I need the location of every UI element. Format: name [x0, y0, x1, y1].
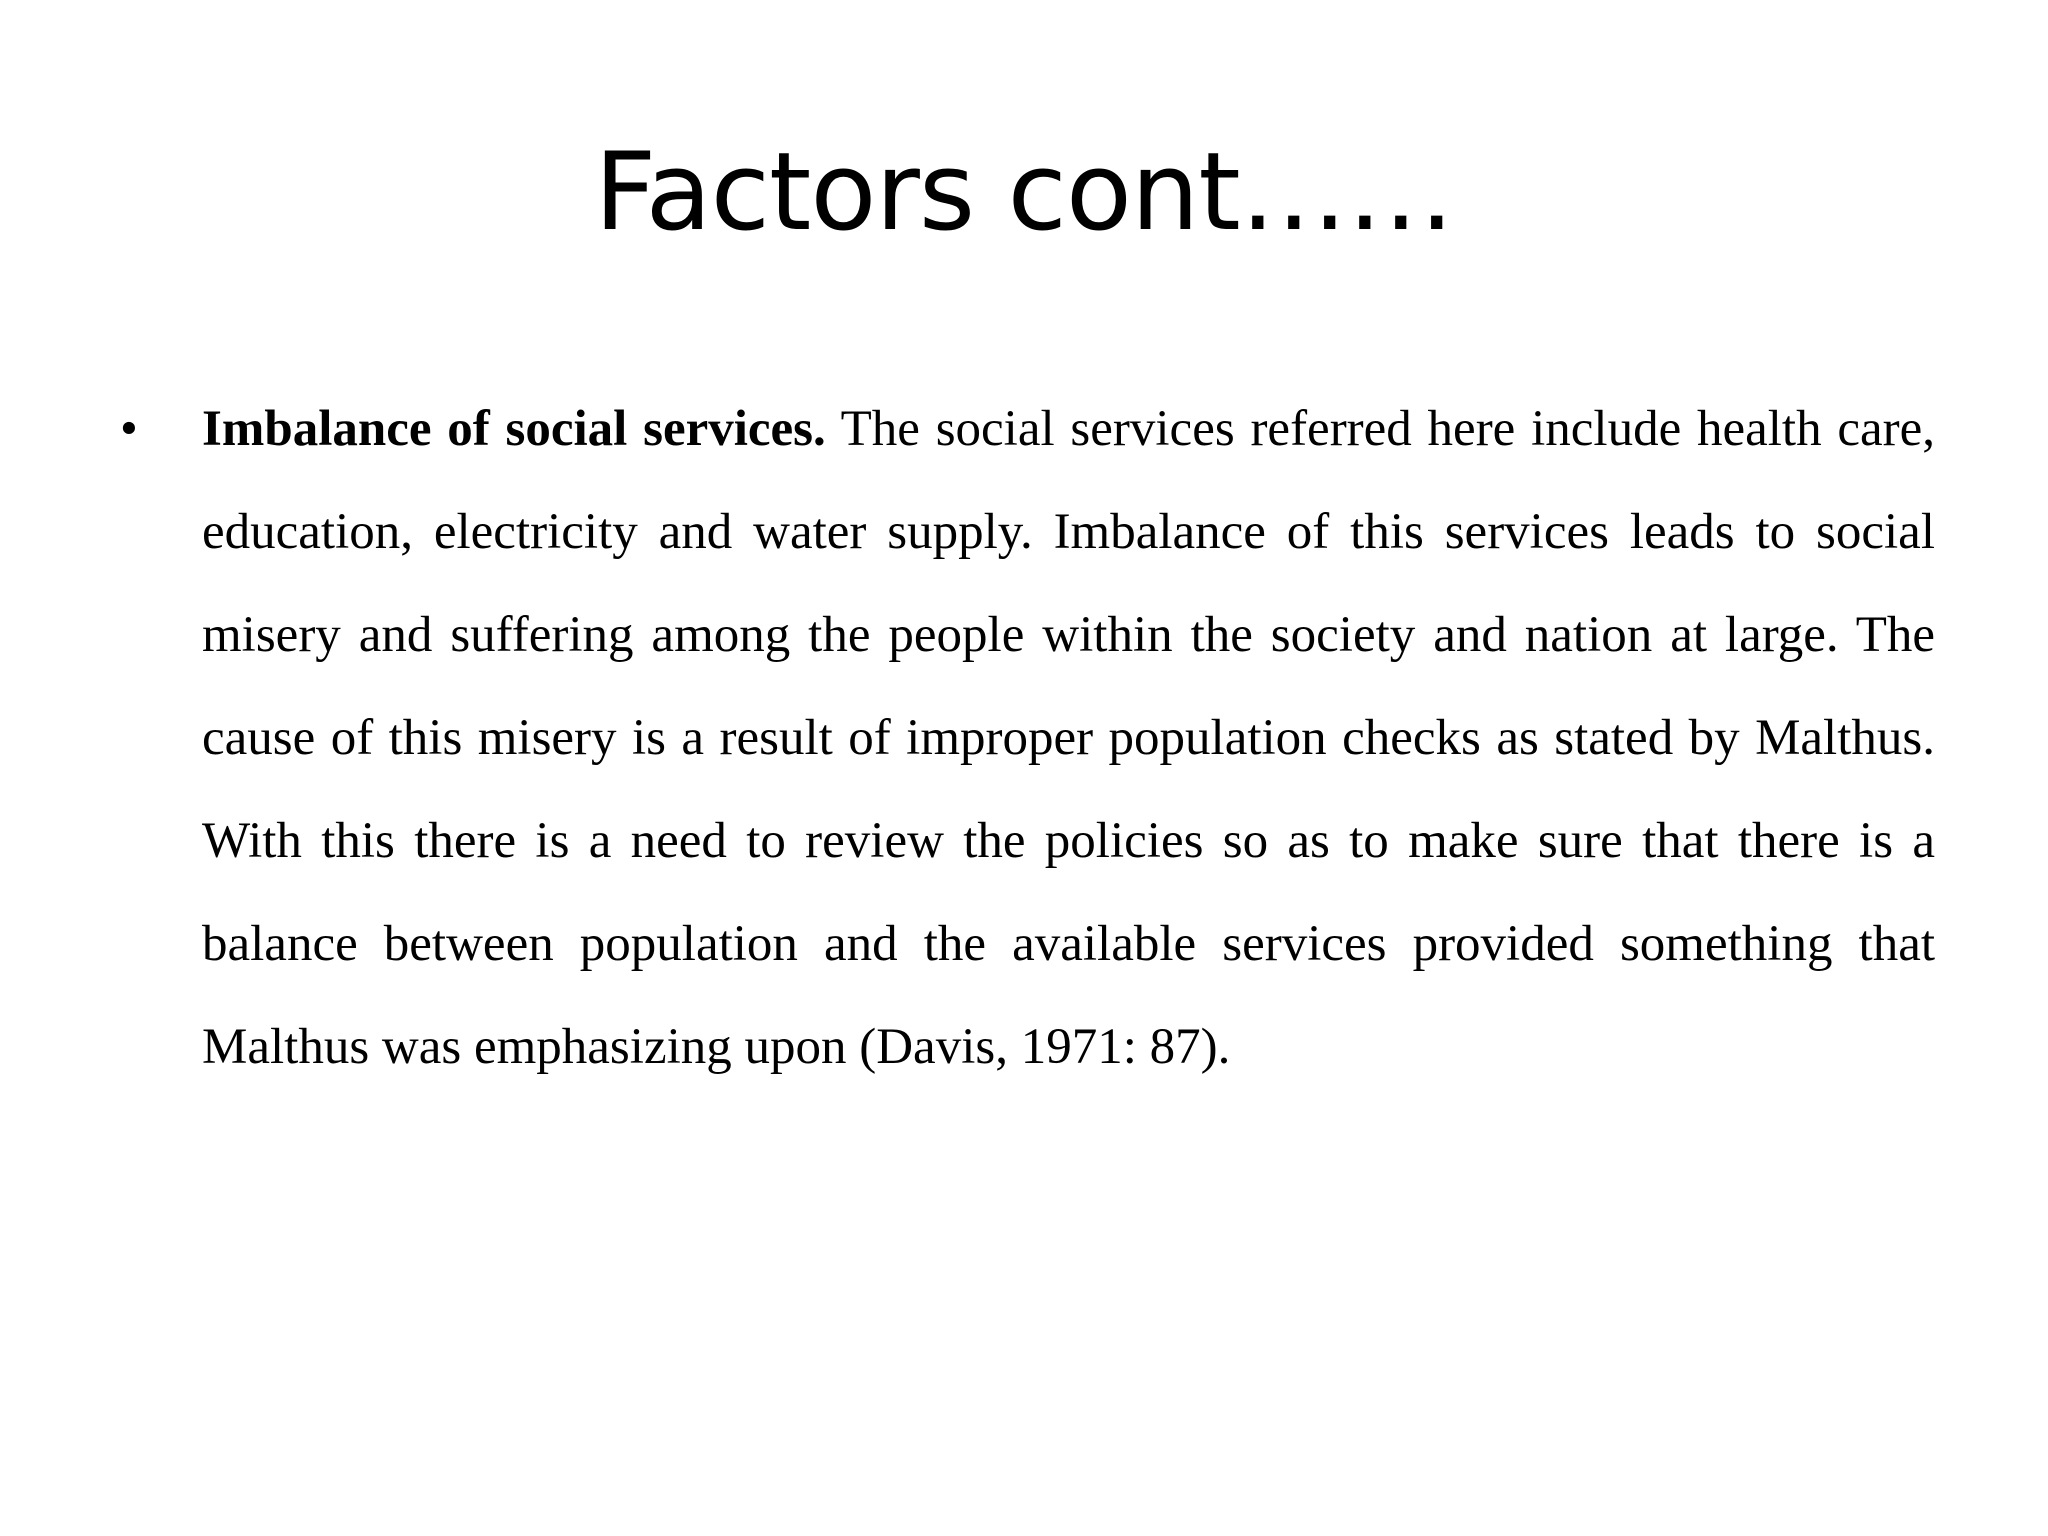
bullet-heading: Imbalance of social services.	[202, 401, 826, 457]
bullet-item	[120, 378, 1935, 1099]
bullet-list	[120, 378, 1935, 1099]
bullet-body-text: The social services referred here include health care, education, electricity and water supply. Imbalance of this services leads to social misery and suffering among the people within the society and nation at large. The cause of this misery is a result of improper population checks as stated by Malthus. With this there is a need to review the policies so as to make sure that there is a balance between population and the available services provided something that Malthus was emphasizing upon (Davis, 1971: 87).	[202, 401, 1935, 1075]
bullet-marker: •	[120, 401, 138, 457]
slide-title: Factors cont……	[594, 130, 1454, 255]
